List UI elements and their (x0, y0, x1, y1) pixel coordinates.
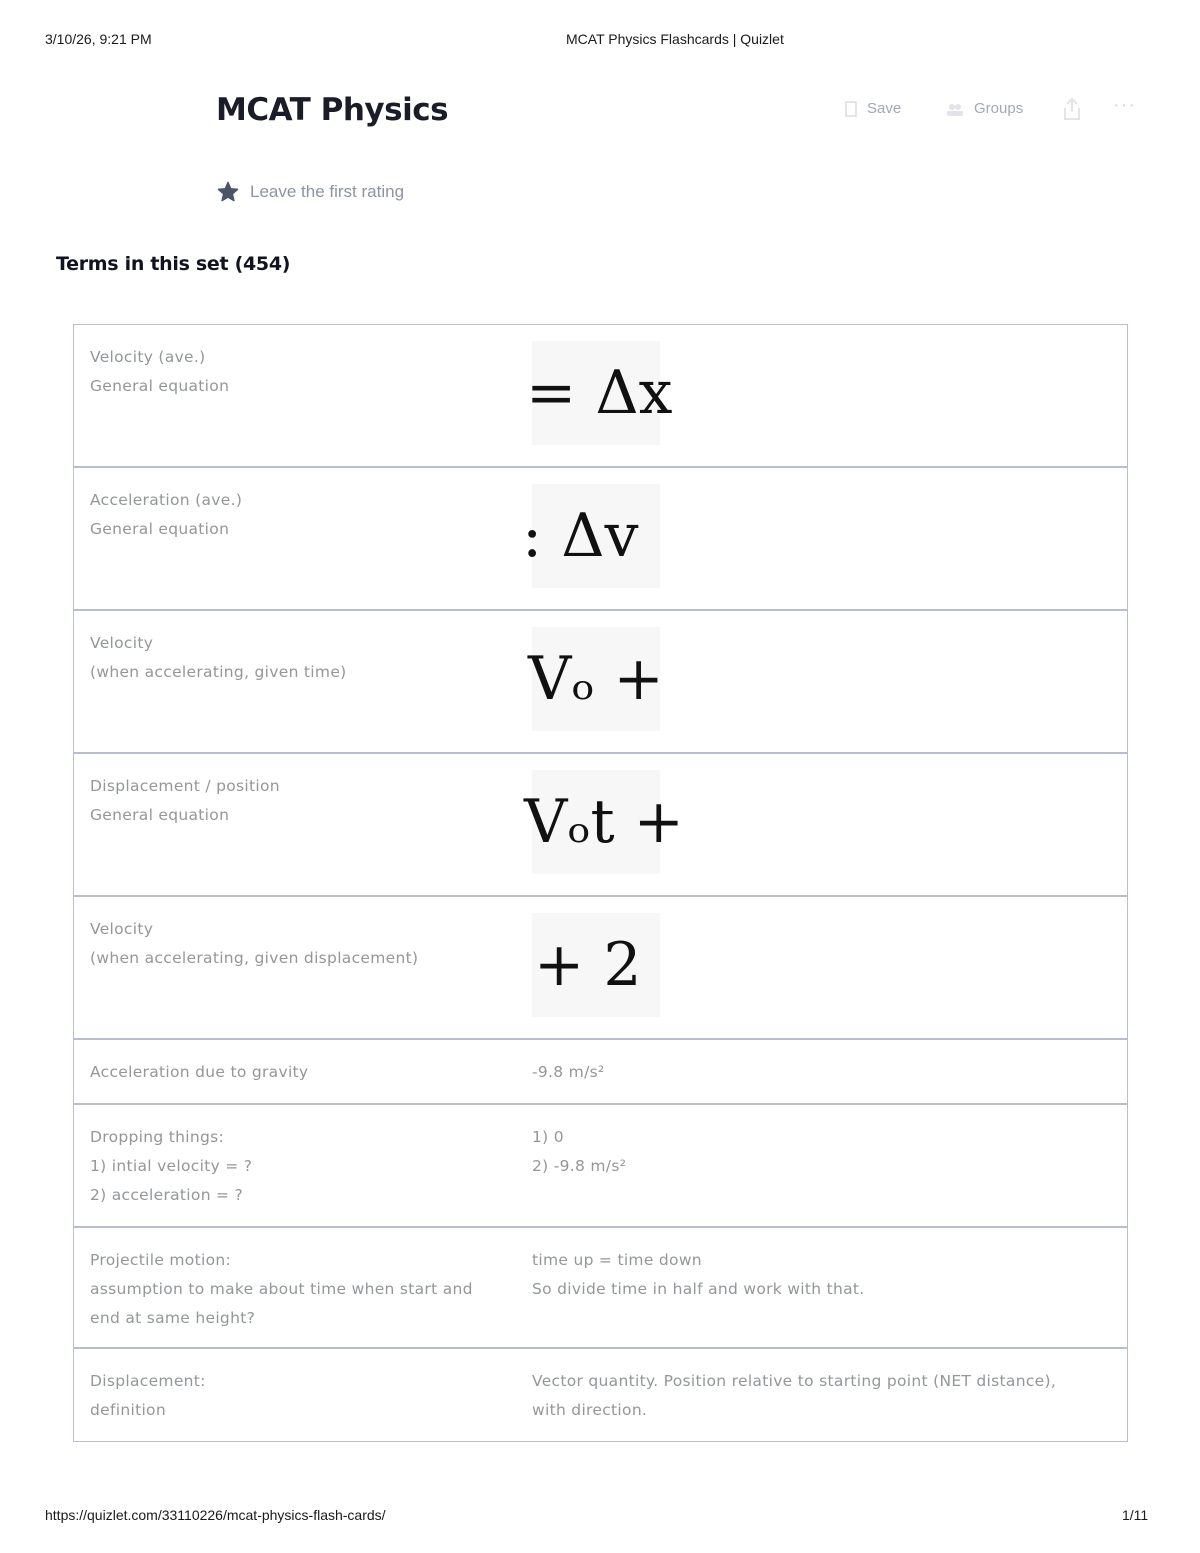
star-icon (217, 181, 239, 203)
share-icon (1062, 97, 1082, 121)
term-line: Projectile motion: (90, 1251, 232, 1269)
term-line: General equation (90, 377, 230, 395)
term-card (73, 467, 1128, 610)
term-card (73, 753, 1128, 896)
definition-line: So divide time in half and work with that. (532, 1280, 865, 1298)
term-line: Displacement: (90, 1372, 206, 1390)
term-card (73, 1348, 1128, 1442)
groups-button[interactable] (946, 100, 1023, 117)
term-card (73, 896, 1128, 1039)
term-line: Velocity (90, 634, 154, 652)
definition-line: -9.8 m/s² (532, 1063, 605, 1081)
more-options-button[interactable] (1113, 94, 1136, 117)
print-url: https://quizlet.com/33110226/mcat-physics-flash-cards/ (45, 1507, 386, 1523)
definition-formula-image (524, 770, 684, 874)
print-footer (0, 1507, 1200, 1527)
definition-formula-image (522, 484, 660, 588)
share-button[interactable] (1062, 97, 1082, 121)
formula-text: : Δv (522, 501, 639, 571)
definition-text (532, 1246, 1092, 1304)
save-button[interactable] (845, 100, 901, 117)
term-line: 2) acceleration = ? (90, 1186, 244, 1204)
definition-line: 1) 0 (532, 1128, 564, 1146)
formula-text: Vₒt + (524, 787, 684, 857)
save-label: Save (867, 100, 902, 117)
term-text (90, 486, 490, 544)
definition-formula-image (526, 341, 673, 445)
term-line: General equation (90, 520, 230, 538)
term-line: Velocity (ave.) (90, 348, 206, 366)
formula-text: Vₒ + (528, 644, 664, 714)
term-line: Acceleration due to gravity (90, 1063, 309, 1081)
formula-text: = Δx (526, 358, 673, 428)
definition-formula-image (532, 913, 660, 1017)
term-text (90, 1058, 490, 1087)
definition-line: Vector quantity. Position relative to starting point (NET distance), (532, 1372, 1057, 1390)
term-text (90, 629, 490, 687)
term-line: Velocity (90, 920, 154, 938)
rating-text: Leave the first rating (250, 182, 405, 201)
term-line: (when accelerating, given displacement) (90, 949, 419, 967)
definition-formula-image (528, 627, 664, 731)
term-line: Dropping things: (90, 1128, 224, 1146)
set-toolbar (0, 94, 1200, 124)
term-line: Displacement / position (90, 777, 280, 795)
term-text (90, 1123, 490, 1210)
terms-heading: Terms in this set (454) (56, 253, 291, 275)
more-icon: ··· (1113, 94, 1136, 116)
formula-text: + 2 (534, 930, 642, 1000)
groups-label: Groups (974, 100, 1024, 117)
rating-link[interactable] (217, 181, 404, 203)
definition-text (532, 1058, 1092, 1087)
term-text (90, 1246, 490, 1333)
term-text (90, 343, 490, 401)
print-page-title: MCAT Physics Flashcards | Quizlet (566, 31, 784, 47)
print-header (0, 31, 1200, 51)
term-line: General equation (90, 806, 230, 824)
term-text (90, 772, 490, 830)
term-card (73, 1227, 1128, 1348)
term-card (73, 1039, 1128, 1104)
term-card (73, 1104, 1128, 1227)
definition-line: time up = time down (532, 1251, 702, 1269)
definition-text (532, 1123, 1092, 1181)
groups-icon (946, 102, 964, 116)
term-card (73, 610, 1128, 753)
set-title: MCAT Physics (216, 92, 449, 128)
bookmark-icon (845, 101, 857, 117)
term-text (90, 915, 490, 973)
term-line: Acceleration (ave.) (90, 491, 243, 509)
term-text (90, 1367, 490, 1425)
print-date: 3/10/26, 9:21 PM (45, 31, 152, 47)
term-line: (when accelerating, given time) (90, 663, 347, 681)
definition-line: with direction. (532, 1401, 648, 1419)
definition-line: 2) -9.8 m/s² (532, 1157, 627, 1175)
term-card (73, 324, 1128, 467)
term-line: definition (90, 1401, 166, 1419)
definition-text (532, 1367, 1092, 1425)
term-line: assumption to make about time when start and (90, 1280, 473, 1298)
term-line: 1) intial velocity = ? (90, 1157, 253, 1175)
term-line: end at same height? (90, 1309, 256, 1327)
print-page-number: 1/11 (1122, 1507, 1149, 1523)
